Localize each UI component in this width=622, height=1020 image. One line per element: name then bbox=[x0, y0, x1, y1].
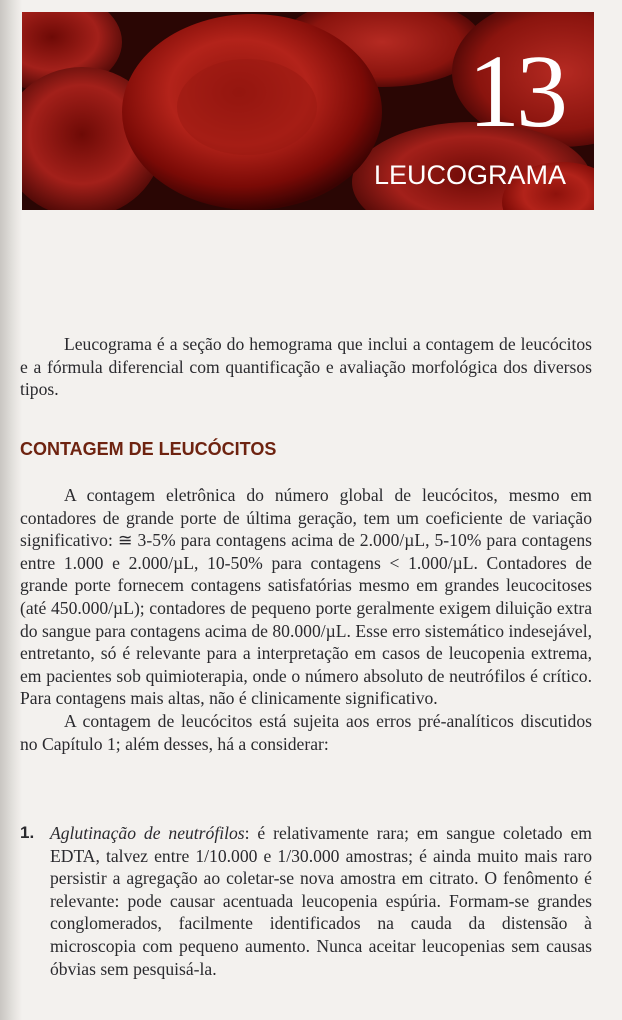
list-item-number: 1. bbox=[20, 823, 35, 842]
chapter-title: LEUCOGRAMA bbox=[373, 160, 566, 190]
page-gutter-shadow bbox=[0, 0, 22, 1020]
body-paragraph-1: A contagem eletrônica do número global de leucócitos, mesmo em contadores de grande porte de última geração, tem um coeficiente de variação significativo: ≅ 3-5% para contagens acima de 2.000/µL, 5-10% para contagens entre 1.000 e 2.000/µL, 10-50% para contagens < 1.000/µL. Contadores de grande porte fornecem contagens satisfatórias mesmo em grandes leucocitoses (até 450.000/µL); contadores de pequeno porte geralmente exigem diluição extra do sangue para contagens acima de 80.000/µL. Esse erro sistemático indesejável, entretanto, só é relevante para a interpretação em casos de leucopenia extrema, em pacientes sob quimioterapia, onde o número absoluto de neutrófilos é crítico. Para contagens mais altas, não é clinicamente significativo. bbox=[20, 485, 592, 709]
numbered-list bbox=[20, 822, 592, 980]
chapter-number: 13 bbox=[468, 34, 564, 149]
list-item-text bbox=[50, 822, 592, 980]
body-paragraph-2: A contagem de leucócitos está sujeita aos erros pré-analíticos discutidos no Capítulo 1; além desses, há a considerar: bbox=[20, 710, 592, 754]
intro-paragraph: Leucograma é a seção do hemograma que inclui a contagem de leucócitos e a fórmula diferencial com quantificação e avaliação morfológica dos diversos tipos. bbox=[20, 334, 592, 400]
list-item bbox=[20, 822, 592, 980]
chapter-banner bbox=[22, 12, 594, 210]
list-item-term: Aglutinação de neutrófilos bbox=[50, 823, 245, 843]
section-body bbox=[20, 484, 592, 755]
list-item-body: : é relativamente rara; em sangue coletado em EDTA, talvez entre 1/10.000 e 1/30.000 amostras; é ainda muito mais raro persistir a agregação ao coletar-se nova amostra em citrato. O fenômento é relevante: pode causar acentuada leucopenia espúria. Formam-se grandes conglomerados, facilmente identificados na cauda da distensão à microscopia com pequeno aumento. Nunca aceitar leucopenias sem causas óbvias sem pesquisá-la. bbox=[50, 823, 592, 979]
section-heading: CONTAGEM DE LEUCÓCITOS bbox=[20, 439, 277, 459]
